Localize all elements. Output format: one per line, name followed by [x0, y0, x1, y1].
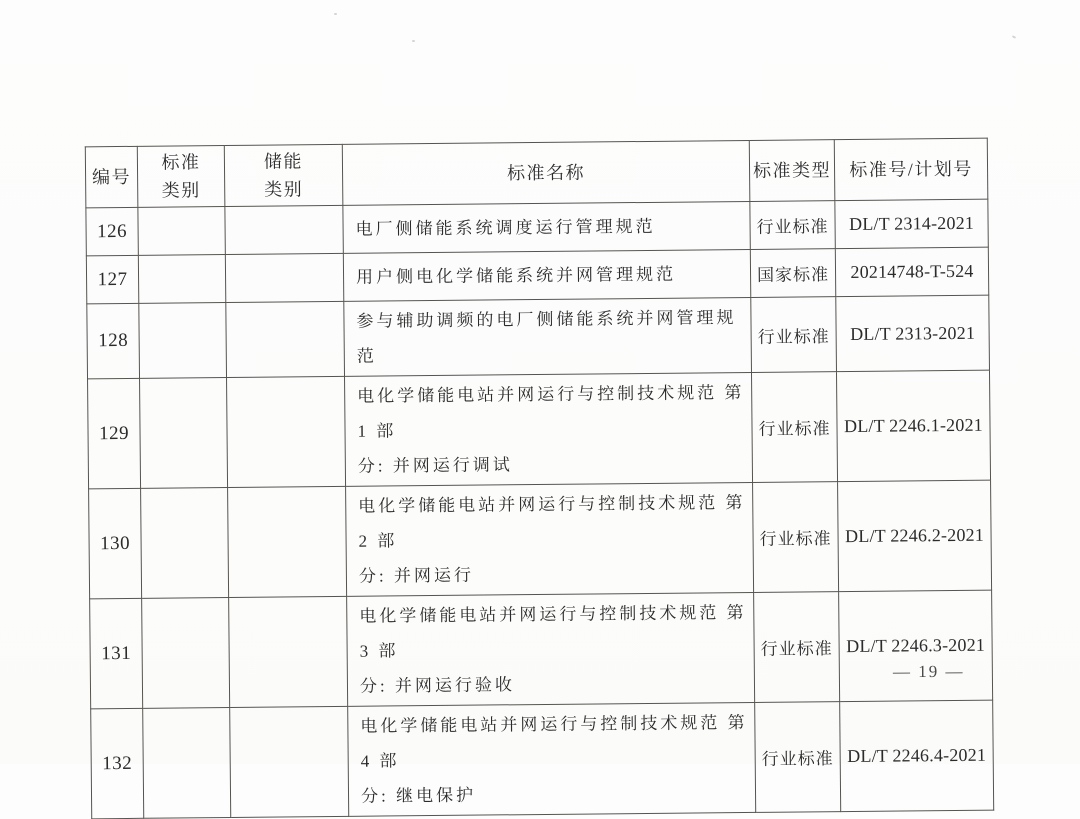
- standard-name-cell: 电化学储能电站并网运行与控制技术规范 第 4 部 分: 继电保护: [348, 702, 756, 816]
- scan-speck: [1012, 35, 1016, 39]
- scan-speck: [412, 40, 415, 42]
- table-row: [87, 295, 990, 379]
- standard-category-cell: [141, 487, 229, 598]
- standard-type-cell: 行业标准: [751, 372, 837, 483]
- standard-number-cell: DL/T 2246.3-2021: [839, 590, 993, 701]
- standard-name-cell: 用户侧电化学储能系统并网管理规范: [343, 249, 750, 301]
- table-row: [90, 590, 993, 709]
- standard-type-cell: 行业标准: [750, 201, 835, 250]
- row-id-cell: 126: [86, 207, 138, 255]
- standard-type-cell: 国家标准: [750, 249, 835, 298]
- header-standard-number: 标准号/计划号: [834, 138, 988, 200]
- standard-number-cell: DL/T 2246.2-2021: [838, 480, 992, 591]
- standard-category-cell: [143, 707, 231, 818]
- row-id-cell: 130: [89, 488, 142, 598]
- standard-number-cell: DL/T 2314-2021: [835, 199, 988, 248]
- header-id: 编号: [85, 146, 138, 207]
- page-number: — 19 —: [892, 661, 965, 682]
- scan-speck: [334, 13, 337, 15]
- standard-category-cell: [138, 207, 225, 256]
- standard-name-cell: 电化学储能电站并网运行与控制技术规范 第 2 部 分: 并网运行: [346, 482, 754, 596]
- standard-name-cell: 电化学储能电站并网运行与控制技术规范 第 3 部 分: 并网运行验收: [347, 592, 755, 706]
- standard-name-cell: 电化学储能电站并网运行与控制技术规范 第 1 部 分: 并网运行调试: [345, 372, 753, 486]
- standard-category-cell: [140, 377, 228, 488]
- header-standard-category: 标准 类别: [137, 146, 225, 208]
- row-id-cell: 128: [87, 303, 140, 378]
- row-id-cell: 127: [86, 255, 138, 303]
- storage-category-cell: [225, 253, 343, 302]
- row-id-cell: 132: [91, 708, 144, 818]
- standard-category-cell: [138, 255, 225, 304]
- standards-table: [85, 138, 994, 819]
- standard-type-cell: 行业标准: [754, 592, 840, 703]
- table-row: [88, 370, 991, 489]
- storage-category-cell: [225, 205, 343, 254]
- standard-name-cell: 电厂侧储能系统调度运行管理规范: [343, 201, 750, 253]
- table-row: [91, 700, 994, 819]
- header-storage-category: 储能 类别: [224, 144, 343, 206]
- table-header-row: [85, 138, 988, 208]
- standard-type-cell: 行业标准: [751, 297, 837, 373]
- standard-number-cell: DL/T 2246.1-2021: [836, 370, 990, 481]
- standard-category-cell: [142, 597, 230, 708]
- standard-number-cell: DL/T 2313-2021: [836, 295, 990, 371]
- storage-category-cell: [230, 706, 349, 817]
- storage-category-cell: [226, 301, 345, 377]
- storage-category-cell: [228, 486, 347, 597]
- row-id-cell: 129: [88, 378, 141, 488]
- standard-number-cell: 20214748-T-524: [835, 247, 988, 296]
- standard-category-cell: [139, 303, 227, 379]
- header-standard-type: 标准类型: [749, 140, 835, 202]
- storage-category-cell: [227, 376, 346, 487]
- storage-category-cell: [229, 596, 348, 707]
- standard-type-cell: 行业标准: [755, 702, 841, 813]
- standards-table-grid: [85, 138, 994, 819]
- header-standard-name: 标准名称: [342, 140, 750, 205]
- standard-name-cell: 参与辅助调频的电厂侧储能系统并网管理规范: [344, 297, 752, 376]
- standard-type-cell: 行业标准: [753, 482, 839, 593]
- row-id-cell: 131: [90, 598, 143, 708]
- table-row: [86, 247, 988, 304]
- table-row: [89, 480, 992, 599]
- table-row: [86, 199, 988, 256]
- standard-number-cell: DL/T 2246.4-2021: [840, 700, 994, 811]
